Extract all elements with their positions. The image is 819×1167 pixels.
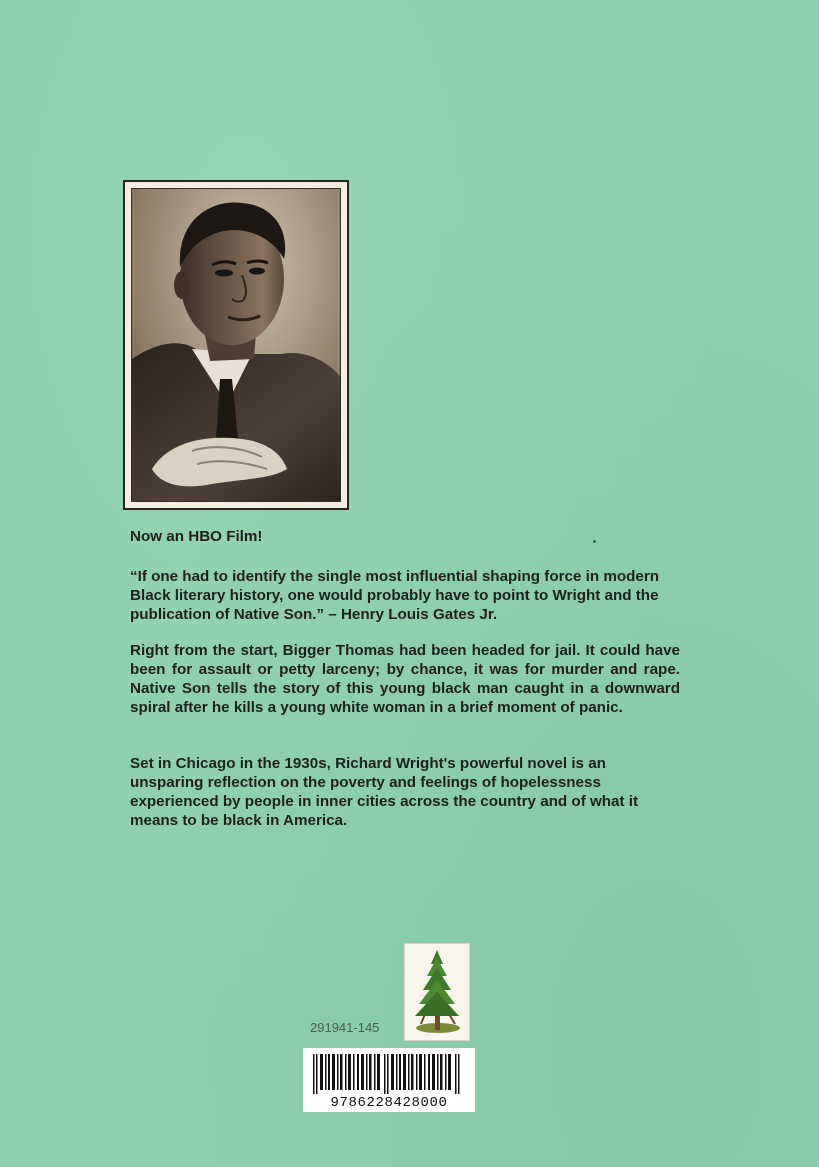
catalog-number: 291941-145 (310, 1020, 380, 1035)
publisher-logo (404, 943, 470, 1041)
synopsis-paragraph-2: Set in Chicago in the 1930s, Richard Wright's powerful novel is an unsparing reflection on the poverty and feelings of hopelessness experienced by people in inner cities across the country and of what it means to be black in America. (130, 755, 639, 829)
author-photo-frame (123, 180, 349, 510)
critic-quote: “If one had to identify the single most influential shaping force in modern Black literary history, one would probably have to point to Wright and the publication of Native Son.” – Henry Louis Gates Jr. (130, 568, 660, 623)
synopsis-paragraph-1: Right from the start, Bigger Thomas had been headed for jail. It could have been for assault or petty larceny; by chance, it was for murder and rape. Native Son tells the story of this young black man caught in a downward spiral after he kills a young white woman in a brief moment of panic. (130, 642, 680, 716)
isbn-digits: 9786228428000 (330, 1095, 448, 1111)
print-speck (593, 540, 596, 543)
isbn-barcode (303, 1048, 475, 1112)
author-portrait-photo (131, 188, 341, 502)
barcode-bars (309, 1054, 469, 1094)
pine-tree-icon (405, 944, 469, 1040)
headline: Now an HBO Film! (130, 528, 263, 545)
